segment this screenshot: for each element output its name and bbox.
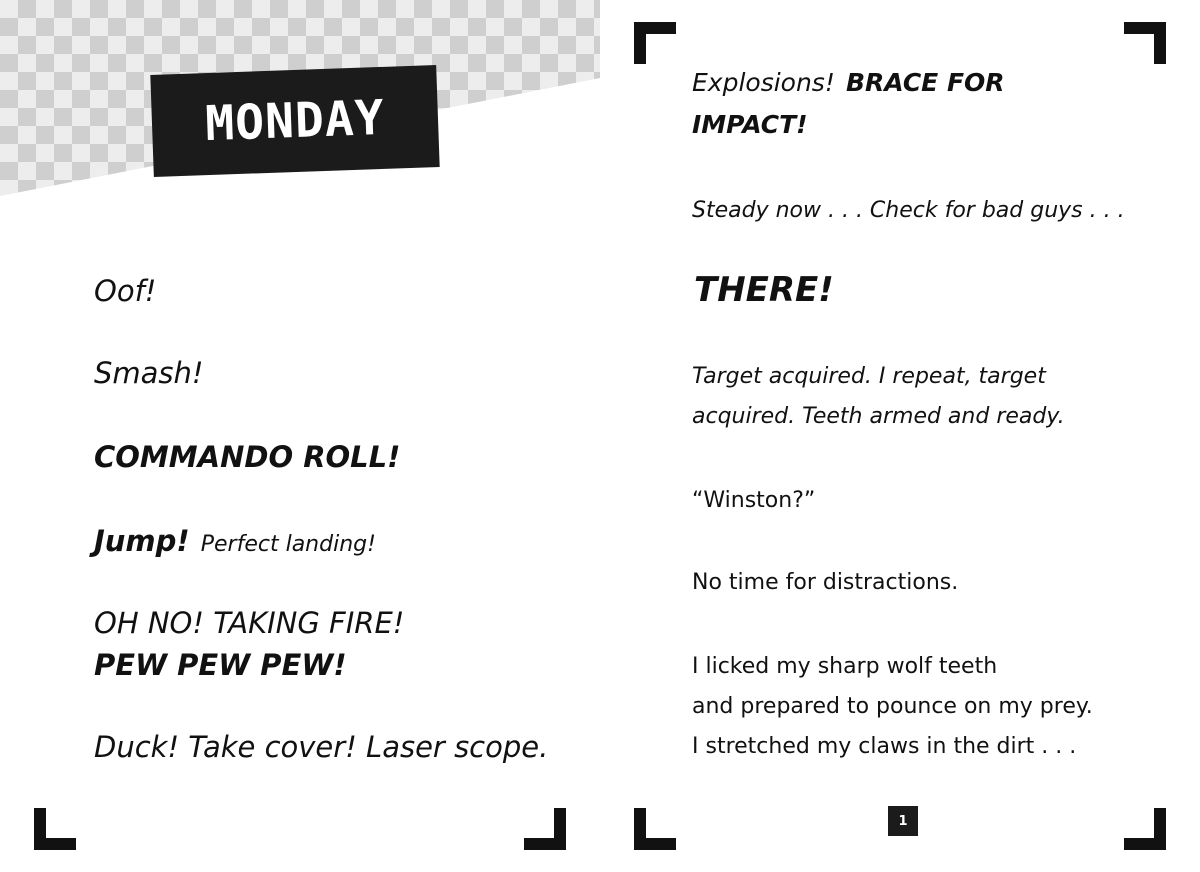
- text-line-explosions: [692, 68, 1005, 97]
- text-segment: Oof!: [94, 274, 157, 308]
- text-segment: “Winston?”: [692, 488, 816, 513]
- text-line-smash: [94, 356, 204, 390]
- text-line-taking-fire: [94, 606, 404, 640]
- corner-bracket-top-left: [634, 22, 676, 64]
- text-line-no-time: [692, 570, 958, 595]
- text-segment: Duck! Take cover! Laser scope.: [94, 730, 549, 764]
- text-line-impact: [692, 110, 808, 139]
- corner-bracket-bottom-right: [1124, 808, 1166, 850]
- text-segment: COMMANDO ROLL!: [94, 440, 401, 474]
- text-segment: and prepared to pounce on my prey.: [692, 694, 1093, 719]
- text-line-commando-roll: [94, 440, 400, 474]
- text-segment: No time for distractions.: [692, 570, 959, 595]
- text-segment: Target acquired. I repeat, target: [692, 364, 1046, 389]
- corner-bracket-bottom-right: [524, 808, 566, 850]
- text-line-target-1: [692, 364, 1046, 389]
- text-line-jump: [94, 524, 376, 558]
- corner-bracket-top-right: [1124, 22, 1166, 64]
- text-segment: acquired. Teeth armed and ready.: [692, 404, 1065, 429]
- corner-bracket-bottom-left: [634, 808, 676, 850]
- text-line-oof: [94, 274, 156, 308]
- right-page: [600, 0, 1200, 872]
- text-segment: Steady now . . . Check for bad guys . . .: [692, 198, 1125, 223]
- text-line-prepared: [692, 694, 1093, 719]
- text-line-pew-pew: [94, 648, 347, 682]
- text-segment: Perfect landing!: [200, 532, 376, 557]
- text-line-stretched: [692, 734, 1076, 759]
- text-line-duck: [94, 730, 548, 764]
- text-segment: IMPACT!: [692, 110, 808, 139]
- text-segment: THERE!: [694, 270, 834, 310]
- text-segment: Smash!: [94, 356, 204, 390]
- corner-bracket-bottom-left: [34, 808, 76, 850]
- text-segment: OH NO! TAKING FIRE!: [94, 606, 405, 640]
- page-number-badge: [888, 806, 918, 836]
- text-line-licked: [692, 654, 997, 679]
- text-segment: I stretched my claws in the dirt . . .: [692, 734, 1077, 759]
- text-line-there: [694, 270, 834, 310]
- chapter-title: MONDAY: [204, 89, 386, 153]
- text-line-steady: [692, 198, 1125, 223]
- chapter-title-box: [150, 65, 439, 177]
- page-number: 1: [898, 813, 908, 829]
- text-line-target-2: [692, 404, 1065, 429]
- text-segment: BRACE FOR: [845, 68, 1005, 97]
- text-segment: I licked my sharp wolf teeth: [692, 654, 998, 679]
- text-segment: Jump!: [94, 524, 190, 558]
- text-line-winston: [692, 488, 815, 513]
- text-segment: PEW PEW PEW!: [94, 648, 347, 682]
- text-segment: Explosions!: [692, 68, 835, 97]
